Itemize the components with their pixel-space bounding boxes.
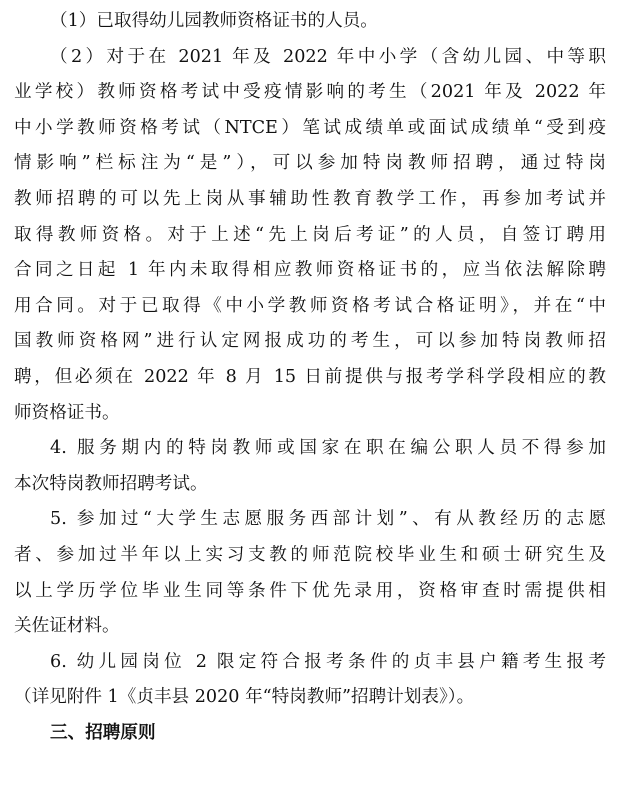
text-line: 业学校）教师资格考试中受疫情影响的考生（2021 年及 2022 年 xyxy=(14,82,606,103)
text-line: （2）对于在 2021 年及 2022 年中小学（含幼儿园、中等职 xyxy=(50,46,606,67)
text-line: 中小学教师资格考试（NTCE）笔试成绩单或面试成绩单“受到疫 xyxy=(14,117,606,138)
text-line: （详见附件 1《贞丰县 2020 年“特岗教师”招聘计划表》）。 xyxy=(14,687,475,708)
paragraph-item-3 xyxy=(14,431,606,502)
text-line: （1）已取得幼儿园教师资格证书的人员。 xyxy=(50,11,378,31)
document-body xyxy=(14,4,606,751)
section-heading: 三、招聘原则 xyxy=(50,722,156,743)
text-line: 以上学历学位毕业生同等条件下优先录用，资格审查时需提供相 xyxy=(14,580,606,601)
paragraph-item-2 xyxy=(14,40,606,432)
text-line: 师资格证书。 xyxy=(14,402,120,423)
paragraph-item-4 xyxy=(14,502,606,644)
text-line: 取得教师资格。对于上述“先上岗后考证”的人员，自签订聘用 xyxy=(14,224,606,245)
text-line: 6. 幼儿园岗位 2 限定符合报考条件的贞丰县户籍考生报考 xyxy=(50,651,606,672)
text-line: 教师招聘的可以先上岗从事辅助性教育教学工作，再参加考试并 xyxy=(14,188,606,209)
text-line: 本次特岗教师招聘考试。 xyxy=(14,473,208,494)
text-line: 者、参加过半年以上实习支教的师范院校毕业生和硕士研究生及 xyxy=(14,544,606,565)
text-line: 情影响”栏标注为“是”），可以参加特岗教师招聘，通过特岗 xyxy=(14,153,606,174)
text-line: 5. 参加过“大学生志愿服务西部计划”、有从教经历的志愿 xyxy=(50,509,606,530)
text-line: 用合同。对于已取得《中小学教师资格考试合格证明》，并在“中 xyxy=(14,295,606,316)
paragraph-item-5 xyxy=(14,645,606,716)
text-line: 聘，但必须在 2022 年 8 月 15 日前提供与报考学科学段相应的教 xyxy=(14,366,606,387)
text-line: 4. 服务期内的特岗教师或国家在职在编公职人员不得参加 xyxy=(50,438,606,459)
text-line: 国教师资格网”进行认定网报成功的考生，可以参加特岗教师招 xyxy=(14,331,606,352)
text-line: 合同之日起 1 年内未取得相应教师资格证书的，应当依法解除聘 xyxy=(14,260,606,281)
paragraph-item-1 xyxy=(14,4,606,40)
text-line: 关佐证材料。 xyxy=(14,616,120,637)
